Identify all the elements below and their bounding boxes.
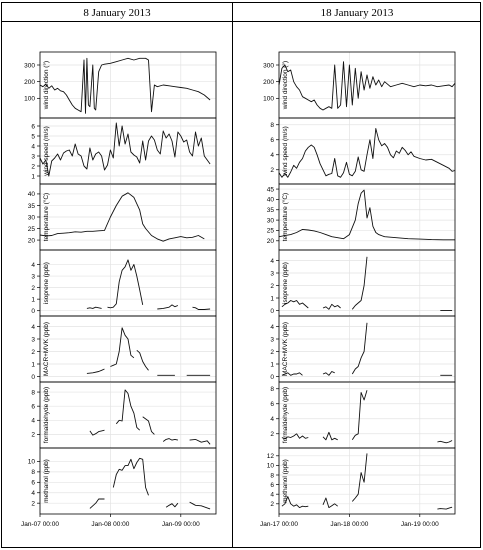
series-line — [137, 350, 149, 370]
y-tick-label: 300 — [263, 62, 274, 70]
column-title-1: 8 January 2013 — [83, 7, 151, 19]
y-tick-label: 8 — [270, 122, 274, 130]
y-tick-label: 2 — [31, 163, 35, 171]
y-tick-label: 6 — [31, 403, 35, 411]
y-tick-label: 3 — [270, 336, 274, 344]
panel-4 — [31, 250, 216, 316]
y-tick-label: 4 — [270, 416, 274, 424]
x-tick-label: Jan-07 00:00 — [21, 521, 59, 528]
chart-1 — [21, 52, 216, 528]
y-axis-label: MACR+MVK (ppb) — [282, 322, 289, 376]
panel-3 — [267, 184, 455, 250]
series-line — [113, 458, 148, 495]
y-tick-label: 8 — [31, 469, 35, 477]
y-tick-label: 10 — [266, 462, 274, 470]
y-tick-label: 5 — [31, 133, 35, 141]
y-tick-label: 20 — [266, 238, 274, 246]
x-tick-label: Jan-08 00:00 — [91, 521, 130, 528]
y-axis-label: formaldehyde (ppb) — [43, 386, 50, 444]
panel-7 — [28, 448, 216, 514]
panel-4 — [270, 250, 455, 316]
y-axis-label: isoprene (ppb) — [43, 262, 50, 304]
series-line — [279, 62, 455, 110]
y-tick-label: 20 — [27, 237, 35, 245]
series-line — [323, 498, 338, 508]
y-tick-label: 300 — [24, 62, 35, 70]
series-line — [323, 372, 335, 376]
x-tick-label: Jan-18 00:00 — [330, 521, 369, 528]
panel-2 — [270, 118, 455, 184]
y-tick-label: 2 — [270, 167, 274, 175]
series-line — [110, 328, 133, 367]
series-line — [40, 123, 210, 176]
y-axis-label: wind speed (m/s) — [282, 126, 289, 176]
y-tick-label: 3 — [31, 336, 35, 344]
y-axis-label: wind speed (m/s) — [43, 126, 50, 176]
y-tick-label: 200 — [263, 78, 274, 86]
panel-2 — [31, 118, 216, 184]
series-line — [87, 369, 105, 373]
y-axis-label: temperature (°C) — [43, 192, 50, 242]
y-tick-label: 45 — [266, 186, 274, 194]
y-tick-label: 40 — [266, 196, 274, 204]
panel-frame — [40, 448, 216, 514]
y-tick-label: 4 — [31, 490, 35, 498]
y-tick-label: 2 — [270, 282, 274, 290]
y-tick-label: 4 — [270, 257, 274, 265]
y-tick-label: 2 — [270, 431, 274, 439]
series-line — [190, 439, 211, 444]
y-tick-label: 2 — [270, 348, 274, 356]
panel-3 — [28, 184, 216, 250]
series-line — [437, 441, 452, 443]
series-line — [323, 304, 341, 309]
series-line — [193, 307, 211, 309]
y-tick-label: 35 — [27, 202, 35, 210]
y-tick-label: 2 — [270, 501, 274, 509]
y-tick-label: 0 — [270, 373, 274, 381]
y-tick-label: 8 — [270, 386, 274, 394]
y-axis-label: methanol (ppb) — [43, 459, 50, 503]
y-axis-label: methanol (ppb) — [282, 459, 289, 503]
y-tick-label: 6 — [31, 479, 35, 487]
y-tick-label: 4 — [270, 152, 274, 160]
y-tick-label: 3 — [270, 270, 274, 278]
y-tick-label: 1 — [31, 296, 35, 304]
y-tick-label: 6 — [270, 481, 274, 489]
y-tick-label: 2 — [31, 284, 35, 292]
y-tick-label: 4 — [31, 323, 35, 331]
x-tick-label: Jan-17 00:00 — [260, 521, 298, 528]
y-tick-label: 4 — [270, 323, 274, 331]
y-tick-label: 1 — [31, 361, 35, 369]
y-tick-label: 1 — [31, 173, 35, 181]
y-tick-label: 30 — [27, 214, 35, 222]
y-tick-label: 4 — [270, 491, 274, 499]
y-tick-label: 0 — [270, 307, 274, 315]
series-line — [143, 417, 155, 435]
y-tick-label: 0 — [31, 373, 35, 381]
y-tick-label: 25 — [27, 225, 35, 233]
x-tick-label: Jan-19 00:00 — [400, 521, 439, 528]
y-tick-label: 4 — [31, 143, 35, 151]
panel-1 — [263, 52, 455, 118]
y-tick-label: 100 — [263, 95, 274, 103]
y-tick-label: 200 — [24, 78, 35, 86]
series-line — [352, 323, 367, 374]
series-line — [116, 390, 139, 430]
series-line — [157, 305, 178, 309]
x-tick-label: Jan-09 00:00 — [161, 521, 200, 528]
series-line — [279, 190, 455, 240]
y-axis-label: wind direction (°) — [282, 60, 289, 110]
y-tick-label: 3 — [31, 273, 35, 281]
series-line — [90, 499, 105, 508]
y-tick-label: 8 — [31, 389, 35, 397]
chart-2 — [260, 52, 455, 528]
y-tick-label: 6 — [270, 401, 274, 409]
y-axis-label: formaldehyde (ppb) — [282, 386, 289, 444]
panel-frame — [40, 316, 216, 382]
y-tick-label: 100 — [24, 95, 35, 103]
series-line — [166, 503, 178, 507]
panel-5 — [270, 316, 455, 382]
y-tick-label: 2 — [31, 431, 35, 439]
y-tick-label: 1 — [270, 361, 274, 369]
y-axis-label: temperature (°C) — [282, 192, 289, 242]
panel-6 — [270, 382, 455, 448]
y-tick-label: 25 — [266, 227, 274, 235]
series-line — [40, 58, 210, 113]
y-tick-label: 3 — [31, 153, 35, 161]
y-tick-label: 6 — [31, 123, 35, 131]
y-tick-label: 2 — [31, 500, 35, 508]
panel-1 — [24, 52, 216, 118]
panel-frame — [40, 52, 216, 118]
y-tick-label: 2 — [31, 348, 35, 356]
plot-area — [21, 52, 455, 528]
y-axis-label: isoprene (ppb) — [282, 262, 289, 304]
y-tick-label: 30 — [266, 217, 274, 225]
y-tick-label: 1 — [270, 295, 274, 303]
y-tick-label: 4 — [31, 261, 35, 269]
panel-7 — [267, 448, 455, 514]
y-tick-label: 8 — [270, 472, 274, 480]
y-tick-label: 35 — [266, 207, 274, 215]
y-tick-label: 6 — [270, 137, 274, 145]
series-line — [163, 439, 178, 442]
y-axis-label: wind direction (°) — [43, 60, 50, 110]
y-tick-label: 12 — [266, 453, 274, 461]
y-axis-label: MACR+MVK (ppb) — [43, 322, 50, 376]
y-tick-label: 10 — [27, 458, 35, 466]
y-tick-label: 0 — [31, 307, 35, 315]
series-line — [352, 257, 367, 310]
series-line — [437, 507, 452, 509]
series-line — [108, 260, 143, 308]
column-title-2: 18 January 2013 — [320, 7, 394, 19]
y-tick-label: 40 — [27, 191, 35, 199]
y-tick-label: 4 — [31, 417, 35, 425]
series-line — [87, 307, 102, 308]
series-line — [352, 390, 367, 440]
panel-6 — [31, 382, 216, 448]
panel-5 — [31, 316, 216, 382]
